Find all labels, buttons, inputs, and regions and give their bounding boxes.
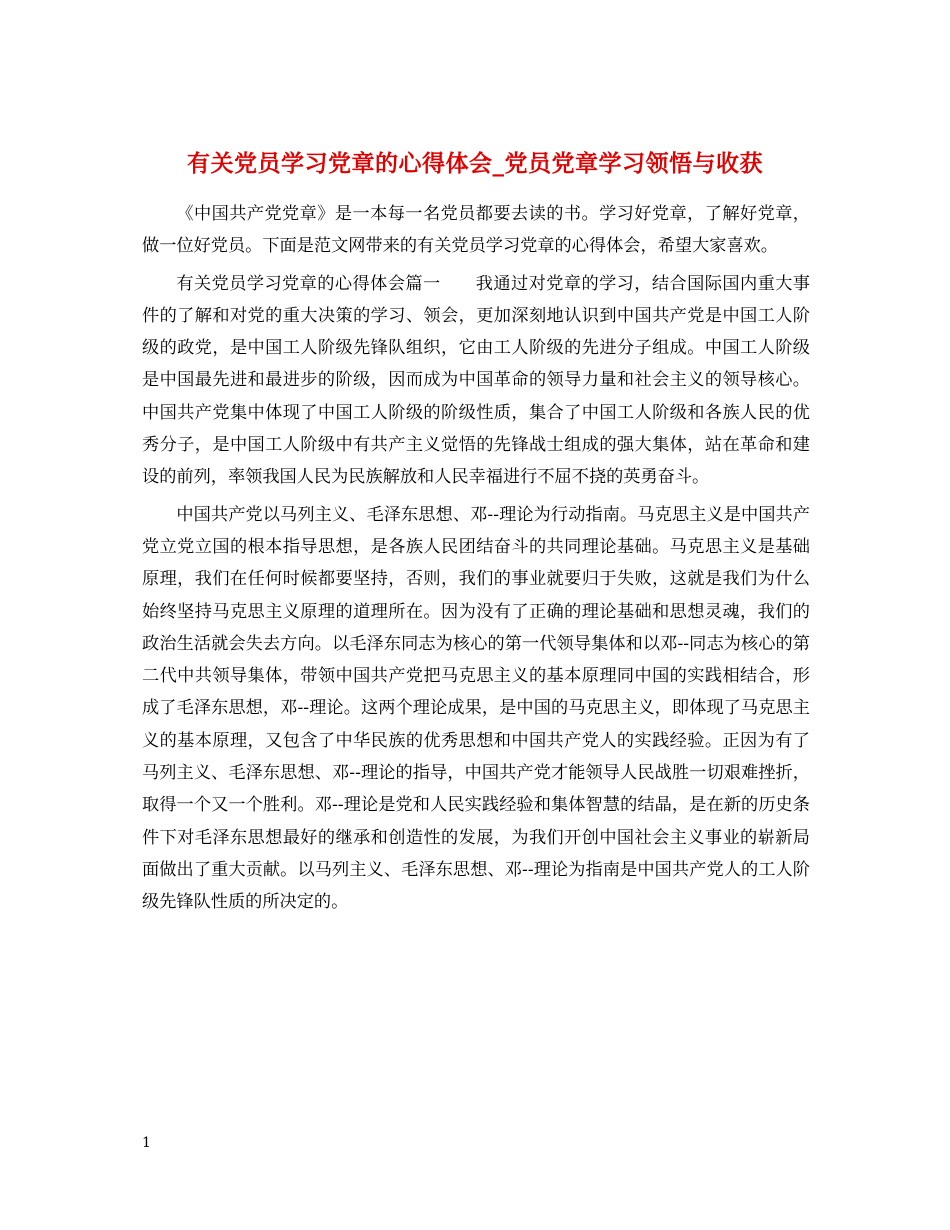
paragraph-intro: 《中国共产党党章》是一本每一名党员都要去读的书。学习好党章，了解好党章，做一位好党员。下面是范文网带来的有关党员学习党章的心得体会，希望大家喜欢。 (142, 204, 810, 257)
paragraph-part-one: 有关党员学习党章的心得体会篇一 我通过对党章的学习，结合国际国内重大事件的了解和对党的重大决策的学习、领会，更加深刻地认识到中国共产党是中国工人阶级的政党，是中国工人阶级先锋队组织，它由工人阶级的先进分子组成。中国工人阶级是中国最先进和最进步的阶级，因而成为中国革命的领导力量和社会主义的领导核心。中国共产党集中体现了中国工人阶级的阶级性质，集合了中国工人阶级和各族人民的优秀分子，是中国工人阶级中有共产主义觉悟的先锋战士组成的强大集体，站在革命和建设的前列，率领我国人民为民族解放和人民幸福进行不屈不挠的英勇奋斗。 (142, 273, 810, 488)
paragraph-guiding-theory: 中国共产党以马列主义、毛泽东思想、邓--理论为行动指南。马克思主义是中国共产党立党立国的根本指导思想，是各族人民团结奋斗的共同理论基础。马克思主义是基础原理，我们在任何时候都要坚持，否则，我们的事业就要归于失败，这就是我们为什么始终坚持马克思主义原理的道理所在。因为没有了正确的理论基础和思想灵魂，我们的政治生活就会失去方向。以毛泽东同志为核心的第一代领导集体和以邓--同志为核心的第二代中共领导集体，带领中国共产党把马克思主义的基本原理同中国的实践相结合，形成了毛泽东思想，邓--理论。这两个理论成果，是中国的马克思主义，即体现了马克思主义的基本原理，又包含了中华民族的优秀思想和中国共产党人的实践经验。正因为有了马列主义、毛泽东思想、邓--理论的指导，中国共产党才能领导人民战胜一切艰难挫折，取得一个又一个胜利。邓--理论是党和人民实践经验和集体智慧的结晶，是在新的历史条件下对毛泽东思想最好的继承和创造性的发展，为我们开创中国社会主义事业的崭新局面做出了重大贡献。以马列主义、毛泽东思想、邓--理论为指南是中国共产党人的工人阶级先锋队性质的所决定的。 (142, 504, 810, 913)
document-title: 有关党员学习党章的心得体会_党员党章学习领悟与收获 (187, 151, 763, 178)
document-body (142, 198, 810, 924)
page-number: 1 (142, 1135, 151, 1151)
